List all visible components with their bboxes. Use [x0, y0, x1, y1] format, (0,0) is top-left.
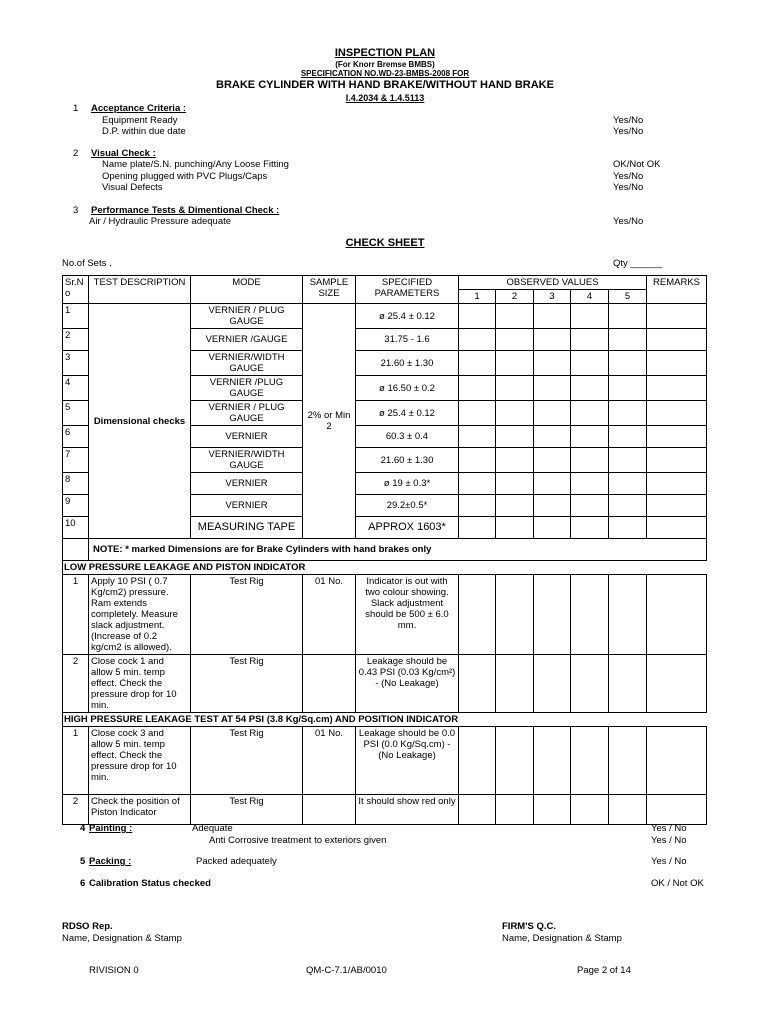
painting-row-2: Anti Corrosive treatment to exteriors given Yes / No: [209, 835, 687, 846]
main-title: BRAKE CYLINDER WITH HAND BRAKE/WITHOUT HAND BRAKE: [216, 79, 554, 91]
col-mode: MODE: [191, 276, 303, 304]
table-row: 7 VERNIER/WIDTH GAUGE 21.60 ± 1.30: [63, 448, 707, 473]
revision: RIVISION 0: [89, 965, 139, 976]
col-observed: OBSERVED VALUES: [459, 276, 647, 290]
criteria-1-heading: 1 Acceptance Criteria :: [73, 103, 187, 114]
col-sample: SAMPLE SIZE: [303, 276, 356, 304]
criteria-item: Air / Hydraulic Pressure adequate Yes/No: [89, 216, 644, 227]
firm-qc-label: FIRM'S Q.C.: [502, 921, 556, 932]
note-row: [63, 539, 707, 561]
obs-col-4: 4: [571, 290, 609, 304]
section-row: [63, 561, 707, 575]
col-remarks: REMARKS: [647, 276, 707, 304]
rdso-rep-sub: Name, Designation & Stamp: [62, 933, 182, 944]
table-row: 2 VERNIER /GAUGE 31.75 - 1.6: [63, 329, 707, 351]
spec-line: SPECIFICATION NO.WD-23-BMBS-2008 FOR: [300, 69, 470, 78]
criteria-item: Opening plugged with PVC Plugs/Caps Yes/No: [102, 171, 644, 182]
high-pressure-section: HIGH PRESSURE LEAKAGE TEST AT 54 PSI (3.8 Kg/Sq.cm) AND POSITION INDICATOR: [63, 713, 707, 727]
table-row: 2 Check the position of Piston Indicator Test Rig It should show red only: [63, 795, 707, 825]
table-row: 4 VERNIER /PLUG GAUGE ø 16.50 ± 0.2: [63, 376, 707, 401]
table-row: 10 MEASURING TAPE APPROX 1603*: [63, 517, 707, 539]
table-row: 3 VERNIER/WIDTH GAUGE 21.60 ± 1.30: [63, 351, 707, 376]
doc-number: QM-C-7.1/AB/0010: [306, 965, 387, 976]
no-of-sets: No.of Sets .: [62, 258, 112, 269]
rdso-rep-label: RDSO Rep.: [62, 921, 113, 932]
page-title: INSPECTION PLAN: [334, 47, 436, 59]
col-test: TEST DESCRIPTION: [89, 276, 191, 304]
for-line: (For Knorr Bremse BMBS): [335, 60, 435, 69]
obs-col-3: 3: [534, 290, 571, 304]
obs-col-1: 1: [459, 290, 496, 304]
check-sheet-table: [62, 275, 707, 825]
calibration-row: 6 Calibration Status checked OK / Not OK: [80, 878, 704, 889]
table-row: 1 Dimensional checks VERNIER / PLUG GAUGE 2% or Min 2 ø 25.4 ± 0.12: [63, 304, 707, 329]
table-row: 8 VERNIER ø 19 ± 0.3*: [63, 473, 707, 495]
criteria-item: Visual Defects Yes/No: [102, 182, 644, 193]
packing-row: 5 Packing : Packed adequately Yes / No: [80, 856, 687, 867]
table-header-row: [63, 276, 707, 290]
table-row: 6 VERNIER 60.3 ± 0.4: [63, 426, 707, 448]
table-row: 2 Close cock 1 and allow 5 min. temp effect. Check the pressure drop for 10 min. Test Rig Leakage should be 0.43 PSI (0.03 Kg/cm²) - (No Leakage): [63, 655, 707, 713]
firm-qc-sub: Name, Designation & Stamp: [502, 933, 622, 944]
low-pressure-section: LOW PRESSURE LEAKAGE AND PISTON INDICATOR: [63, 561, 707, 575]
table-row: 9 VERNIER 29.2±0.5*: [63, 495, 707, 517]
table-row: 1 Close cock 3 and allow 5 min. temp effect. Check the pressure drop for 10 min. Test Rig 01 No. Leakage should be 0.0 PSI (0.0 Kg/Sq.cm) - (No Leakage): [63, 727, 707, 795]
dimensional-checks-label: Dimensional checks: [89, 304, 191, 539]
refs-line: I.4.2034 & 1.4.5113: [345, 93, 425, 103]
table-row: 5 VERNIER / PLUG GAUGE ø 25.4 ± 0.12: [63, 401, 707, 426]
qty-field: Qty ______: [613, 258, 663, 269]
section-row: [63, 713, 707, 727]
criteria-2-heading: 2 Visual Check :: [73, 148, 156, 159]
check-sheet-title: CHECK SHEET: [345, 237, 425, 249]
criteria-item: Equipment Ready Yes/No: [102, 115, 644, 126]
obs-col-5: 5: [609, 290, 647, 304]
criteria-3-heading: 3 Performance Tests & Dimentional Check :: [73, 205, 280, 216]
criteria-item: Name plate/S.N. punching/Any Loose Fitting OK/Not OK: [102, 159, 661, 170]
note: NOTE: * marked Dimensions are for Brake Cylinders with hand brakes only: [89, 539, 707, 561]
table-row: 1 Apply 10 PSI ( 0.7 Kg/cm2) pressure. Ram extends completely. Measure slack adjustment. (Increase of 0.2 kg/cm2 is allowed). Test Rig 01 No. Indicator is out with two colour showing. Slack adjustment should be 500 ± 6.0 mm.: [63, 575, 707, 655]
sample-size: 2% or Min 2: [303, 304, 356, 539]
criteria-item: D.P. within due date Yes/No: [102, 126, 644, 137]
painting-row: 4 Painting : Adequate Yes / No: [80, 823, 687, 834]
page-number: Page 2 of 14: [577, 965, 631, 976]
col-spec: SPECIFIED PARAMETERS: [356, 276, 459, 304]
obs-col-2: 2: [496, 290, 534, 304]
col-srno: Sr.N o: [63, 276, 89, 304]
